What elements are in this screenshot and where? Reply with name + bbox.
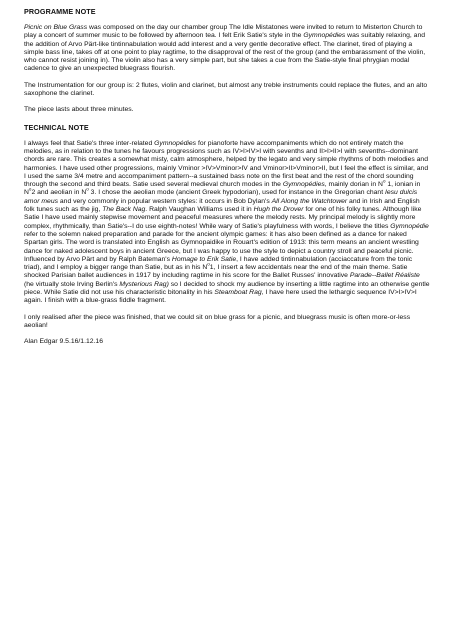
programme-note-paragraph-2: The Instrumentation for our group is: 2 flutes, violin and clarinet, but almost any treble instruments could replace the flutes, and an alto saxophone the clarinet.: [24, 81, 428, 98]
piece-title: Picnic on Blue Grass: [24, 24, 88, 31]
programme-note-paragraph-3: The piece lasts about three minutes.: [24, 106, 134, 114]
technical-note-heading: TECHNICAL NOTE: [24, 122, 89, 132]
technical-note-paragraph-1: I always feel that Satie's three inter-related Gymnopédies for pianoforte have accompaniments which do not entirely match the melodies, as in relation to the tunes he favours progressions such as IV>I>IV>I with sevenths and II>I>II>I with sevenths--dominant chords are rare. This creates a somewhat misty, calm atmosphere, helped by the legato and very simple rhythms of both melodies and harmonies. I have used other progressions, mainly Vminor >IV>Vminor>IV and Vminor>II>Vminor>II, but I feel the effect is similar, and I used the same 3/4 metre and accompaniment pattern--a sustained bass note on the first beat and the rest of the chord sounding through the second and third beats. Satie used several medieval church modes in the Gymnopédies, mainly dorian in $N^o$ 1, ionian in $N^o2$ and aeolian in $N^o$ 3. I chose the aeolian mode (ancient Greek hypodorian), used for instance in the Gregorian chant Iesu dulcis amor meus and very commonly in popular western styles: it occurs in Bob Dylan's All Along the Watchtower and in Irish and English folk tunes such as the jig, The Back Nag. Ralph Vaughan Williams used it in Hugh the Drover for one of his folky tunes. Although like Satie I have used mainly stepwise movement and peaceful measures where the melody rests. My principal melody is slightly more complex, rhythmically, than Satie's--I do use eighth-notes! While wary of Satie's playfulness with words, I believe the titles Gymnopédie refer to the solemn naked preparation and parade for the ancient olympic games: it has also been defined as a dance for naked Spartan girls. The word is translated into English as Gymnopaidike in Rouart's edition of 1913: this term means an ancient wrestling dance for naked adolescent boys in ancient Greece, but I was happy to use the style to depict a country stroll and peaceful picnic. Influenced by Arvo Pärt and by Ralph Bateman's Homage to Erik Satie, I have added tintinnabulation (acciaccature from the tonic triad), and I employ a bigger range than Satie, but as in his $N^o1$, I insert a few accidentals near the end of the main theme. Satie shocked Parisian ballet audiences in 1917 by including ragtime in his score for the Ballet Russes' innovative Parade--Ballet Réaliste (he virtually stole Irving Berlin's Mysterious Rag) so I decided to shock my audience by inserting a little ragtime into an otherwise gentle piece. While Satie did not use his characteristic bitonality in his Steamboat Rag, I have here used the lethargic sequence IV>I>IV>I again. I finish with a blue-grass fiddle fragment.: [24, 139, 430, 305]
technical-note-paragraph-2: I only realised after the piece was finished, that we could sit on blue grass for a picnic, and bluegrass music is often more-or-less aeolian!: [24, 313, 411, 329]
programme-note-paragraph-1: Picnic on Blue Grass was composed on the day our chamber group The Idle Mistatones were invited to return to Misterton Church to play a concert of summer music to be followed by afternoon tea. I felt Erik Satie's style in the Gymnopédies was suitably relaxing, and the addition of Arvo Pärt-like tintinnabulation would add interest and a very gentle decorative effect. The clarinet, tired of playing a simple bass line, takes off at one point to play ragtime, to the disapproval of the rest of the group (and the embarassment of the violin, who cannot resist joining in). The violin also has a very simple part, but she takes a cue from the Satie-style final phrygian modal cadence to give an unexpected bluegrass flourish.: [24, 24, 426, 73]
author-signature: Alan Edgar 9.5.16/1.12.16: [24, 338, 103, 346]
programme-note-heading: PROGRAMME NOTE: [24, 7, 96, 16]
